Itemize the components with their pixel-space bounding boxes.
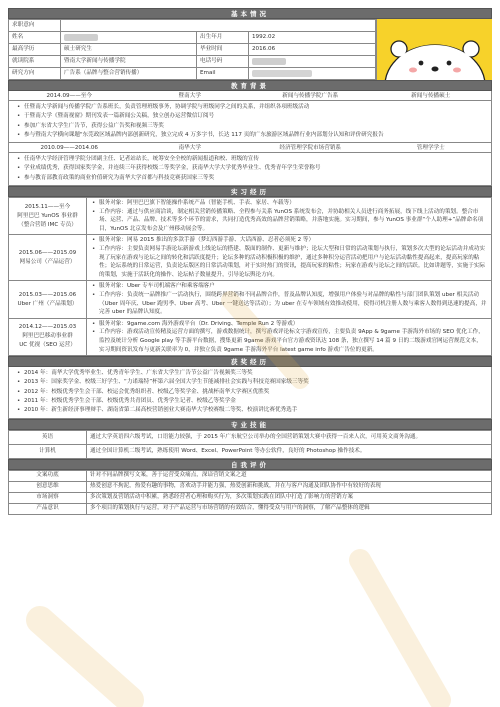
table-row bbox=[9, 503, 492, 514]
eval-label: 文案功底 bbox=[9, 470, 87, 481]
edu-ug-period: 2010.09——2014.06 bbox=[40, 145, 98, 152]
internship-role: UC 优视（SEO 运营） bbox=[19, 342, 76, 349]
bear-illustration-icon bbox=[377, 19, 492, 80]
redacted-email bbox=[252, 70, 312, 77]
label-degree: 最高学历 bbox=[9, 44, 61, 56]
edu-ug-school: 南华大学 bbox=[178, 145, 201, 152]
table-row bbox=[9, 470, 492, 481]
eval-label: 产品意识 bbox=[9, 503, 87, 514]
internship-company: 阿里巴巴移动事业群 bbox=[22, 333, 73, 340]
list-item: • 2010 年：新生新经济事理辩手、湖南省第二届高校营销创业大赛南华大学校赛级二等奖、校演讲比赛优秀选手 bbox=[17, 406, 485, 415]
section-header-self-eval: 自我评价 bbox=[8, 459, 492, 470]
value-email bbox=[249, 68, 376, 80]
edu-grad-period: 2014.09——至今 bbox=[46, 93, 92, 99]
internship-detail bbox=[87, 318, 492, 355]
internship-line: • 服务对象：Uber 专车司机端客户和乘客端客户 bbox=[91, 282, 487, 291]
internship-period: 2015.03——2015.06 bbox=[18, 291, 77, 298]
table-row bbox=[9, 492, 492, 503]
skill-text: 通过全国计算机二级考试，熟练使用 Word、Excel、PowerPoint 等办公软件，良好的 Photoshop 操作技术。 bbox=[87, 444, 492, 458]
edu-grad-college: 新闻与传播学院广告系 bbox=[282, 93, 339, 99]
value-birth: 1992.02 bbox=[249, 32, 376, 44]
education-grad-list bbox=[8, 101, 492, 143]
table-row bbox=[9, 318, 492, 355]
internship-line: • 工作内容：通过与供应商洽谈，制定相关营销传播策略、全程参与关系 YunOS 系统发布会，并协助相关人员进行商务拓展，线下线上活动的策划。整合市场、运营、产品、品牌、技术等多个环节的需求，共同打造优秀高效的品牌营销策略，并落地实施。实习期间，参与 YunOS 事业群“个人助理+”品牌命名项目，YunOS 北京发布会及广州移动展会等。 bbox=[91, 208, 487, 234]
skills-table bbox=[8, 430, 492, 459]
internship-company: 网易公司（产品运营） bbox=[19, 258, 76, 265]
skill-label: 计算机 bbox=[9, 444, 87, 458]
section-header-basic: 基本情况 bbox=[8, 8, 492, 19]
redacted-phone bbox=[252, 58, 286, 65]
label-email: Email bbox=[197, 68, 249, 80]
list-item: • 学业成绩优秀，获得国家奖学金，并连续三年获得校级二等奖学金，获南华大学大学优秀毕业生、优秀青年学生荣誉称号 bbox=[17, 164, 485, 173]
value-graduation: 2016.06 bbox=[249, 44, 376, 56]
awards-list bbox=[8, 367, 492, 418]
resume-page bbox=[8, 8, 492, 515]
value-degree: 硕士研究生 bbox=[61, 44, 197, 56]
eval-text: 针对不同品牌撰写文案，善于运营受众痛点，深谙营销文案之道 bbox=[87, 470, 492, 481]
table-row bbox=[9, 198, 492, 235]
internship-meta bbox=[9, 235, 87, 281]
list-item: • 2012 年：校级优秀学生会干部、校运会优秀组织者、校级乙等奖学金、挑战杯南华大学赛区优胜奖 bbox=[17, 388, 485, 397]
list-item: • 2013 年：国家奖学金、校级三好学生、“力诺瑞特”杯第六届全国大学生节能减排社会实践与科技竞赛国家级三等奖 bbox=[17, 378, 485, 387]
edu-ug-degree: 管理学学士 bbox=[416, 145, 445, 152]
list-item: • 2011 年：校级优秀学生会干部、校级优秀共青团员、优秀学生记者、校级乙等奖学金 bbox=[17, 397, 485, 406]
internship-line: • 工作内容：游戏活动宣传精及运营方面的撰写，游戏数据统计，撰写游戏评论标文字游戏宣传，主要负责 9App & 9game 手游海外市场的 SEO 优化工作，监控及统计分析 Google play 等手游平台数据，搜集更新 9game 游戏平台官方游戏资讯达 108 条，独立撰写 14 篇 9 日的二级游戏官网运营规范文本，实习期间资讯发布与更新关联率为 0，并独立负责 9game 手游海外平台 latest game info 游戏广告位的更新。 bbox=[91, 328, 487, 354]
internship-table bbox=[8, 197, 492, 356]
edu-grad-degree: 新闻与传播硕士 bbox=[411, 93, 451, 99]
list-item: • 2014 年：南华大学优秀毕业生、优秀青年学生、广东省大学生广告节公益广告视频奖三等奖 bbox=[17, 369, 485, 378]
redacted-name bbox=[64, 34, 98, 41]
profile-photo bbox=[376, 19, 492, 80]
table-row bbox=[9, 281, 492, 318]
value-research: 广告系（品牌与整合营销传播） bbox=[61, 68, 197, 80]
table-row bbox=[9, 235, 492, 281]
education-grad-row bbox=[8, 91, 492, 101]
label-phone: 电话号码 bbox=[197, 56, 249, 68]
internship-role: （整合营销 IMC 专员） bbox=[18, 221, 77, 228]
internship-meta bbox=[9, 281, 87, 318]
value-phone bbox=[249, 56, 376, 68]
edu-grad-school: 暨南大学 bbox=[178, 93, 201, 99]
internship-line: • 服务对象：阿里巴巴旗下智能操作系统产品（智能手机、手表、家居、车载等） bbox=[91, 199, 487, 208]
value-college: 暨南大学新闻与传播学院 bbox=[61, 56, 197, 68]
table-row bbox=[9, 481, 492, 492]
basic-info bbox=[8, 19, 492, 80]
internship-line: • 工作内容：主要负责网易手游论坛新游戏上线论坛的搭建、版面的制作、更新与维护；论坛大型和日常的活动策划与执行，策划多次大型的论坛活动并成功实现了玩家在游戏与论坛之间的转化和活跃度提升；论坛多种的活动积极积极的维护，通过多种积分运营活动把用户与论坛活动黏性提高起来，提高玩家的粘性；论坛系统的日常运营，负责论坛版区的日常活动策划，对于实时热门的资讯，提高玩家的粘性；玩家在游戏与论坛之间的活跃。比如讲题等，实施于实际的策划，实施于活跃化的操作、论坛帖子数量提升，引导论坛舆论方向。 bbox=[91, 245, 487, 279]
value-job-intention bbox=[61, 20, 376, 32]
education-undergrad-row bbox=[8, 143, 492, 153]
skill-text: 通过大学英语四六级考试，口语能力较强，于 2015 年广东航空公司举办的全国营销策划大赛中获得一百来人次，可用英文商务沟通。 bbox=[87, 430, 492, 444]
internship-line: • 服务对象：网易 2015 推出的多款手游（梦幻西游手游、大话西游、忍者必须死 2 等） bbox=[91, 236, 487, 245]
internship-meta bbox=[9, 318, 87, 355]
internship-line: • 工作内容：负责统一品牌推广一活动执行，围绕跨界营销和不同品牌合作，普及品牌认知度，增强用户体验与对品牌的粘性与部门团队策划 uber 相关活动（Uber 周年庆、Uber 跑男季、Uber 高考、Uber 一键送达等活动）；为 uber 在专车领域有效推动使用，使得司机注册人数与乘客人数得到迅速的提高，并完善 uber 的品牌认知度。 bbox=[91, 291, 487, 317]
list-item: • 于暨南大学《暨南视窗》期刊发表一篇新闻公关稿，独立创办运营微信订阅号 bbox=[17, 112, 485, 121]
skill-label: 英语 bbox=[9, 430, 87, 444]
eval-text: 多次策划及营销活动中积累，熟悉经营者心理和购买行为，多次策划实践在团队中打造了影响力的营销方案 bbox=[87, 492, 492, 503]
list-item: • 参与暨南大学横向课题"东莞政区域品牌内部创新研究，独立完成 4 万多字书，长达 117 页的广东旅游区域品牌行业内部划分认知和评价研究报告 bbox=[17, 131, 485, 140]
label-birth: 出生年月 bbox=[197, 32, 249, 44]
value-name bbox=[61, 32, 197, 44]
section-header-skills: 专业技能 bbox=[8, 419, 492, 430]
list-item: • 参与教育部教育政策的商业价值研究为南华大学首都与科技竞赛获国家三等奖 bbox=[17, 174, 485, 183]
internship-period: 2014.12——2015.03 bbox=[18, 324, 77, 331]
internship-company: Uber 广州（产品策划） bbox=[17, 300, 78, 307]
eval-label: 市场洞察 bbox=[9, 492, 87, 503]
internship-detail bbox=[87, 235, 492, 281]
label-graduation: 毕业时间 bbox=[197, 44, 249, 56]
table-row bbox=[9, 430, 492, 444]
section-header-internship: 实习经历 bbox=[8, 186, 492, 197]
education-undergrad-list bbox=[8, 153, 492, 186]
list-item: • 任南华大学经济管理学院分团副主任、记者站站长，统筹安全全校的新闻报道和校、班级的宣传 bbox=[17, 155, 485, 164]
list-item: • 参加广东省大学生广告节，获得公益广告奖和视频三等奖 bbox=[17, 122, 485, 131]
table-row bbox=[9, 444, 492, 458]
internship-company: 阿里巴巴 YunOS 事业群 bbox=[17, 212, 78, 219]
eval-text: 多个项目的策划执行与运营，对于产品运营与市场营销的有效结合，懂得受众与用户的洞察，了解产品整体的逻辑 bbox=[87, 503, 492, 514]
label-name: 姓名 bbox=[9, 32, 61, 44]
internship-detail bbox=[87, 198, 492, 235]
self-eval-table bbox=[8, 470, 492, 515]
internship-period: 2015.11——至今 bbox=[24, 203, 71, 210]
basic-info-table bbox=[8, 19, 376, 80]
label-research: 研究方向 bbox=[9, 68, 61, 80]
internship-period: 2015.06——2015.09 bbox=[18, 249, 77, 256]
section-header-education: 教育背景 bbox=[8, 80, 492, 91]
label-job-intention: 求职意向 bbox=[9, 20, 61, 32]
list-item: • 任暨南大学新闻与传播学院广告系班长，负责管理班级事务，协调学院与班级同学之间的关系，并组织各项班级活动 bbox=[17, 103, 485, 112]
label-college: 就读院系 bbox=[9, 56, 61, 68]
internship-detail bbox=[87, 281, 492, 318]
edu-ug-college: 经济管理学院市场营销系 bbox=[279, 145, 342, 152]
eval-label: 创意思维 bbox=[9, 481, 87, 492]
eval-text: 热爱创意不拘泥，热爱有趣的事物，喜欢动手并能力强，热爱创新和挑战，并在与客户沟通及团队协作中有较好的表现 bbox=[87, 481, 492, 492]
internship-line: • 服务对象：9game.com 海外游戏平台（Dr. Driving、Temple Run 2 等游戏） bbox=[91, 320, 487, 329]
internship-meta bbox=[9, 198, 87, 235]
section-header-awards: 获奖经历 bbox=[8, 356, 492, 367]
